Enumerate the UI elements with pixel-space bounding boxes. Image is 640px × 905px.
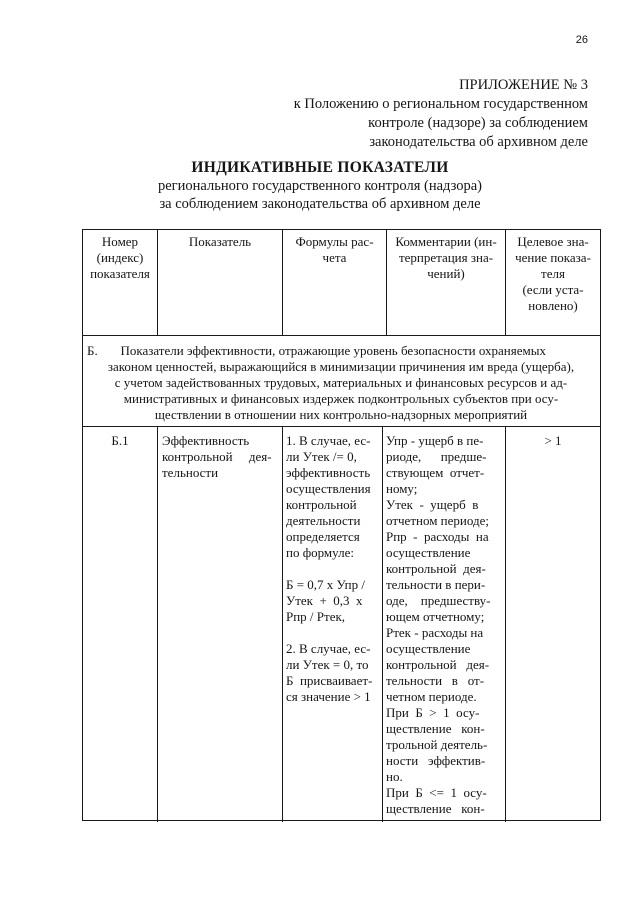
row-target-cell	[507, 433, 599, 449]
comment-text: риоде, предше-	[386, 449, 487, 464]
comment-text: ности эффектив-	[386, 753, 486, 768]
formula-text: деятельности	[286, 513, 361, 528]
comment-text: ному;	[386, 481, 418, 496]
section-b-heading	[87, 343, 595, 423]
comment-text: ствующем отчет-	[386, 465, 485, 480]
appendix-line: ПРИЛОЖЕНИЕ № 3	[459, 77, 588, 93]
header-text: показателя	[90, 266, 150, 281]
header-cell-indicator	[159, 234, 281, 250]
table-divider	[382, 426, 383, 822]
comment-text: тельности в от-	[386, 673, 485, 688]
header-text: чение показа-	[515, 250, 591, 265]
document-subtitle: за соблюдением законодательства об архивном деле	[159, 196, 481, 212]
section-text: Б. Показатели эффективности, отражающие уровень безопасности охраняемых	[87, 343, 546, 358]
header-text: Комментарии (ин-	[395, 234, 497, 249]
document-subtitle: регионального государственного контроля (надзора)	[158, 178, 482, 194]
document-title: ИНДИКАТИВНЫЕ ПОКАЗАТЕЛИ	[191, 159, 449, 176]
comment-text: осуществление	[386, 545, 471, 560]
comment-text: трольной деятель-	[386, 737, 488, 752]
appendix-reference	[228, 76, 588, 152]
comment-text: При Б > 1 осу-	[386, 705, 480, 720]
document-heading	[0, 158, 640, 213]
comment-text: четном периоде.	[386, 689, 477, 704]
comment-text: ющем отчетному;	[386, 609, 485, 624]
formula-text: осуществления	[286, 481, 371, 496]
header-text: терпретация зна-	[398, 250, 494, 265]
appendix-line: к Положению о региональном государственном	[293, 96, 588, 112]
table-divider	[505, 230, 506, 335]
comment-text: контрольной дея-	[386, 561, 486, 576]
header-text: (если уста-	[522, 282, 584, 297]
formula-text: Утек + 0,3 x	[286, 593, 363, 608]
formula-text: эффективность	[286, 465, 371, 480]
row-index: Б.1	[111, 433, 129, 448]
header-text: чений)	[427, 266, 465, 281]
table-divider	[282, 230, 283, 335]
formula-text: 1. В случае, ес-	[286, 433, 371, 448]
table-divider	[157, 230, 158, 335]
formula-text: Б присваивает-	[286, 673, 373, 688]
comment-text: но.	[386, 769, 403, 784]
row-index-cell	[85, 433, 155, 449]
comment-text: контрольной дея-	[386, 657, 490, 672]
formula-text: ли Утек /= 0,	[286, 449, 357, 464]
section-text: ществлении в отношении них контрольно-надзорных мероприятий	[154, 407, 528, 422]
formula-text: ся значение > 1	[286, 689, 371, 704]
comment-text: Ртек - расходы на	[386, 625, 484, 640]
header-text: (индекс)	[96, 250, 144, 265]
header-text: теля	[541, 266, 565, 281]
table-divider	[282, 426, 283, 822]
formula-text: 2. В случае, ес-	[286, 641, 371, 656]
comment-text: Рпр - расходы на	[386, 529, 489, 544]
comment-text: отчетном периоде;	[386, 513, 489, 528]
formula-spacer	[286, 561, 380, 577]
header-text: Формулы рас-	[295, 234, 374, 249]
comment-text: ществление кон-	[386, 801, 485, 816]
comment-text: ществление кон-	[386, 721, 485, 736]
formula-spacer	[286, 625, 380, 641]
row-formula-cell	[286, 433, 380, 705]
indicator-text: тельности	[162, 465, 219, 480]
header-text: Номер	[101, 234, 139, 249]
appendix-line: контроле (надзоре) за соблюдением	[368, 115, 588, 131]
formula-text: ли Утек = 0, то	[286, 657, 369, 672]
row-indicator-cell	[162, 433, 278, 481]
section-text: министративных и финансовых издержек подконтрольных субъектов при осу-	[123, 391, 559, 406]
formula-text: по формуле:	[286, 545, 354, 560]
header-text: новлено)	[528, 298, 578, 313]
formula-text: определяется	[286, 529, 360, 544]
section-text: с учетом задействованных трудовых, материальных и финансовых ресурсов и ад-	[114, 375, 568, 390]
header-text: чета	[322, 250, 347, 265]
comment-text: Утек - ущерб в	[386, 497, 479, 512]
table-divider	[386, 230, 387, 335]
appendix-line: законодательства об архивном деле	[369, 134, 588, 150]
page-number: 26	[575, 34, 588, 46]
header-text: Показатель	[188, 234, 252, 249]
comment-text: При Б <= 1 осу-	[386, 785, 487, 800]
target-value: > 1	[544, 433, 562, 448]
row-comments-cell	[386, 433, 503, 817]
header-cell-target	[507, 234, 599, 314]
table-divider	[83, 335, 600, 336]
comment-text: осуществление	[386, 641, 471, 656]
comment-text: Упр - ущерб в пе-	[386, 433, 484, 448]
comment-text: оде, предшеству-	[386, 593, 491, 608]
header-cell-comments	[388, 234, 504, 282]
table-divider	[157, 426, 158, 822]
header-cell-index	[85, 234, 155, 282]
header-text: Целевое зна-	[517, 234, 589, 249]
section-text: законом ценностей, выражающийся в минимизации причинения им вреда (ущерба),	[107, 359, 575, 374]
table-divider	[83, 426, 600, 427]
table-divider	[505, 426, 506, 822]
formula-text: контрольной	[286, 497, 357, 512]
header-cell-formula	[284, 234, 385, 266]
comment-text: тельности в пери-	[386, 577, 486, 592]
formula-text: Рпр / Ртек,	[286, 609, 346, 624]
formula-text: Б = 0,7 x Упр /	[286, 577, 365, 592]
indicators-table	[82, 229, 601, 821]
indicator-text: Эффективность	[162, 433, 250, 448]
indicator-text: контрольной дея-	[162, 449, 272, 464]
